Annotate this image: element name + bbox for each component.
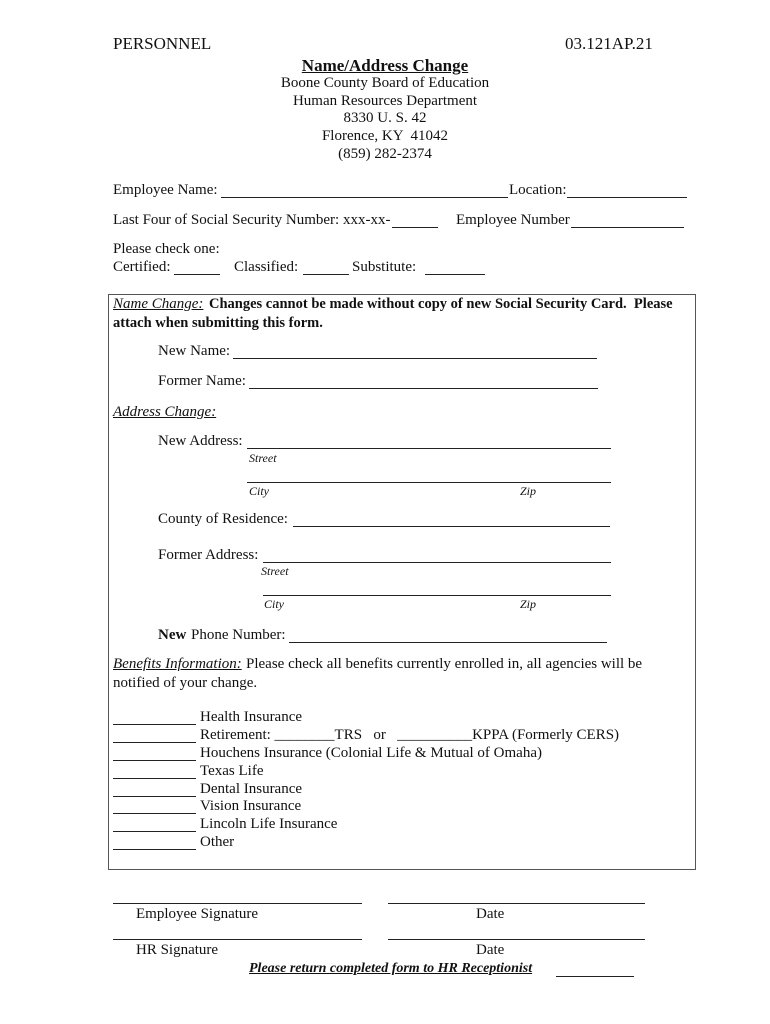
form-title: Name/Address Change <box>301 56 469 75</box>
benefit-check-other[interactable] <box>113 849 196 850</box>
classified-label: Classified: <box>234 259 299 275</box>
benefit-retirement: Retirement: ________TRS or __________KPPA (Formerly CERS) <box>200 727 620 743</box>
benefits-heading: Benefits Information: <box>113 656 242 672</box>
new-address-street-caption: Street <box>249 451 277 465</box>
employee-number-label: Employee Number <box>456 212 570 228</box>
benefit-check-retirement[interactable] <box>113 742 196 743</box>
name-change-heading: Name Change: <box>113 296 204 312</box>
benefit-dental: Dental Insurance <box>200 781 303 797</box>
benefit-check-lincoln[interactable] <box>113 831 196 832</box>
certified-field[interactable] <box>174 274 220 275</box>
employee-signature-line[interactable] <box>113 903 362 904</box>
new-address-city-caption: City <box>249 484 269 498</box>
hr-signature-label: HR Signature <box>136 942 219 958</box>
employee-number-field[interactable] <box>571 227 684 228</box>
new-address-zip-caption: Zip <box>520 484 537 498</box>
benefit-check-houchens[interactable] <box>113 760 196 761</box>
benefits-intro: Please check all benefits currently enrolled in, all agencies will be <box>246 656 643 672</box>
new-address-street-field[interactable] <box>247 448 611 449</box>
check-one-label: Please check one: <box>113 241 220 257</box>
benefit-other: Other <box>200 834 235 850</box>
org-line-4: Florence, KY 41042 <box>321 128 449 144</box>
footer-note: Please return completed form to HR Receptionist <box>249 961 533 976</box>
doc-code: 03.121AP.21 <box>565 34 653 53</box>
name-change-notice-2: attach when submitting this form. <box>113 315 323 331</box>
county-label: County of Residence: <box>158 511 288 527</box>
ssn-field[interactable] <box>392 227 438 228</box>
new-name-field[interactable] <box>233 358 597 359</box>
former-address-city-caption: City <box>264 597 284 611</box>
phone-label: Phone Number: <box>191 627 286 643</box>
substitute-label: Substitute: <box>352 259 417 275</box>
former-address-city-field[interactable] <box>263 595 611 596</box>
former-address-street-caption: Street <box>261 564 289 578</box>
address-change-heading: Address Change: <box>113 404 217 420</box>
location-label: Location: <box>509 182 567 198</box>
employee-name-field[interactable] <box>221 197 508 198</box>
org-line-3: 8330 U. S. 42 <box>343 110 427 126</box>
benefit-check-texas-life[interactable] <box>113 778 196 779</box>
new-address-label: New Address: <box>158 433 243 449</box>
org-line-1: Boone County Board of Education <box>280 75 490 91</box>
employee-signature-label: Employee Signature <box>136 906 259 922</box>
footer-underline-tail <box>556 976 634 977</box>
phone-field[interactable] <box>289 642 607 643</box>
former-address-street-field[interactable] <box>263 562 611 563</box>
former-address-label: Former Address: <box>158 547 259 563</box>
benefit-vision: Vision Insurance <box>200 798 302 814</box>
former-address-zip-caption: Zip <box>520 597 537 611</box>
classified-field[interactable] <box>303 274 349 275</box>
certified-label: Certified: <box>113 259 171 275</box>
ssn-label: Last Four of Social Security Number: xxx-xx- <box>113 212 391 228</box>
date-label-2: Date <box>476 942 505 958</box>
substitute-field[interactable] <box>425 274 485 275</box>
benefit-texas-life: Texas Life <box>200 763 264 779</box>
benefit-health: Health Insurance <box>200 709 303 725</box>
benefits-intro-2: notified of your change. <box>113 675 258 691</box>
county-field[interactable] <box>293 526 610 527</box>
former-name-field[interactable] <box>249 388 598 389</box>
employee-name-label: Employee Name: <box>113 182 218 198</box>
new-name-label: New Name: <box>158 343 231 359</box>
org-line-5: (859) 282-2374 <box>338 146 432 162</box>
benefit-lincoln: Lincoln Life Insurance <box>200 816 338 832</box>
new-address-city-field[interactable] <box>247 482 611 483</box>
date-line-1[interactable] <box>388 903 645 904</box>
date-line-2[interactable] <box>388 939 645 940</box>
hr-signature-line[interactable] <box>113 939 362 940</box>
new-word: New <box>158 627 187 643</box>
name-change-notice: Changes cannot be made without copy of new Social Security Card. Please <box>209 296 673 312</box>
benefit-check-dental[interactable] <box>113 796 196 797</box>
benefit-houchens: Houchens Insurance (Colonial Life & Mutual of Omaha) <box>200 745 542 761</box>
former-name-label: Former Name: <box>158 373 246 389</box>
location-field[interactable] <box>567 197 687 198</box>
org-line-2: Human Resources Department <box>292 93 478 109</box>
doc-category: PERSONNEL <box>113 34 212 53</box>
benefit-check-vision[interactable] <box>113 813 196 814</box>
benefit-check-health[interactable] <box>113 724 196 725</box>
date-label-1: Date <box>476 906 505 922</box>
